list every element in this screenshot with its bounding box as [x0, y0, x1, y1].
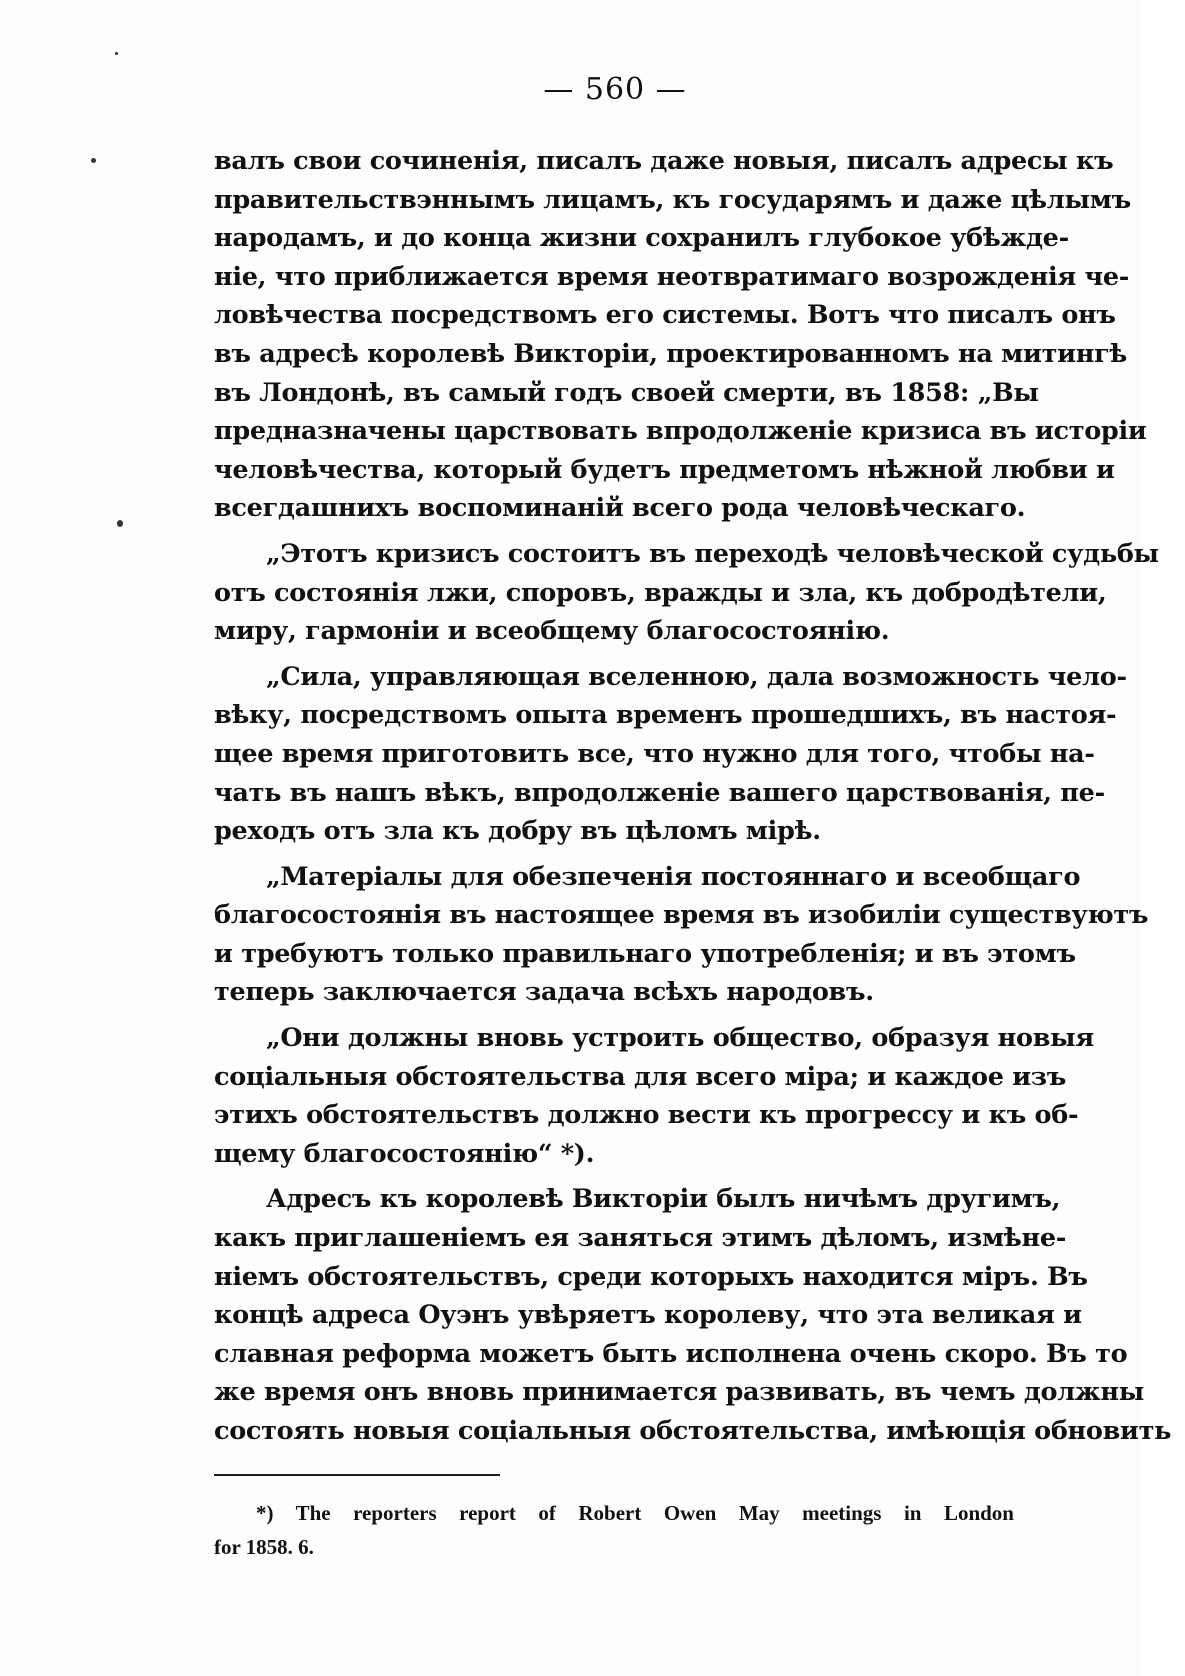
text-line: человѣчества, который будетъ предметомъ нѣжной любви и [214, 454, 1115, 485]
text-line: народамъ, и до конца жизни сохранилъ глубокое убѣжде- [214, 223, 1069, 254]
text-line: этихъ обстоятельствъ должно вести къ прогрессу и къ об- [214, 1100, 1079, 1131]
text-line: теперь заключается задача всѣхъ народовъ. [214, 977, 874, 1008]
print-speck [91, 158, 96, 163]
text-line: „Они должны вновь устроить общество, образуя новыя [266, 1023, 1094, 1054]
paragraph [214, 1019, 1094, 1173]
text-line: ніемъ обстоятельствъ, среди которыхъ находится міръ. Въ [214, 1261, 1088, 1292]
text-line: „Сила, управляющая вселенною, дала возможность чело- [266, 661, 1127, 692]
text-line: предназначены царствовать впродолженіе кризиса въ исторіи [214, 416, 1147, 447]
text-line: щее время приготовить все, что нужно для того, чтобы на- [214, 738, 1095, 769]
text-line: правительствэннымъ лицамъ, къ государямъ и даже цѣлымъ [214, 184, 1131, 215]
text-line: всегдашнихъ воспоминаній всего рода человѣческаго. [214, 493, 1026, 524]
text-line: Адресъ къ королевѣ Викторіи былъ ничѣмъ другимъ, [266, 1184, 1061, 1215]
text-line: славная реформа можетъ быть исполнена очень скоро. Въ то [214, 1338, 1128, 1369]
text-line: вѣку, посредствомъ опыта временъ прошедшихъ, въ настоя- [214, 700, 1117, 731]
paragraph [214, 1180, 1172, 1450]
paragraph [214, 658, 1127, 851]
text-line: „Этотъ кризисъ состоитъ въ переходѣ человѣческой судьбы [266, 538, 1159, 569]
footnote-divider [214, 1474, 500, 1476]
text-line: миру, гармоніи и всеобщему благосостоянію. [214, 616, 890, 647]
text-line: въ Лондонѣ, въ самый годъ своей смерти, въ 1858: „Вы [214, 377, 1039, 408]
footnote-line: for 1858. 6. [214, 1535, 314, 1559]
text-line: соціальныя обстоятельства для всего міра; и каждое изъ [214, 1061, 1067, 1092]
footnote [214, 1496, 1014, 1564]
text-line: благосостоянія въ настоящее время въ изобиліи существуютъ [214, 900, 1149, 931]
paragraph [214, 858, 1149, 1012]
text-line: какъ приглашеніемъ ея заняться этимъ дѣломъ, измѣне- [214, 1223, 1067, 1254]
footnote-line: *) The reporters report of Robert Owen May meetings in London [256, 1501, 1014, 1525]
text-line: „Матеріалы для обезпеченія постояннаго и всеобщаго [266, 861, 1081, 892]
text-line: и требуютъ только правильнаго употребленія; и въ этомъ [214, 938, 1076, 969]
text-line: валъ свои сочиненія, писалъ даже новыя, писалъ адресы къ [214, 146, 1114, 176]
print-speck [115, 52, 118, 55]
text-line: концѣ адреса Оуэнъ увѣряетъ королеву, что эта великая и [214, 1300, 1082, 1331]
text-line: щему благосостоянію“ *). [214, 1138, 595, 1169]
paragraph [214, 535, 1159, 651]
text-line: же время онъ вновь принимается развивать, въ чемъ должны [214, 1377, 1144, 1408]
text-line: ніе, что приближается время неотвратимаго возрожденія че- [214, 261, 1130, 292]
body-text [214, 142, 1172, 1458]
print-speck [117, 520, 123, 527]
text-line: ловѣчества посредствомъ его системы. Вотъ что писалъ онъ [214, 300, 1116, 331]
paragraph [214, 142, 1147, 528]
page-number: — 560 — [543, 72, 687, 107]
text-line: состоять новыя соціальныя обстоятельства, имѣющія обновить [214, 1416, 1172, 1446]
text-line: въ адресѣ королевѣ Викторіи, проектированномъ на митингѣ [214, 338, 1128, 369]
text-line: чать въ нашъ вѣкъ, впродолженіе вашего царствованія, пе- [214, 777, 1105, 808]
text-line: реходъ отъ зла къ добру въ цѣломъ мірѣ. [214, 816, 821, 847]
text-line: отъ состоянія лжи, споровъ, вражды и зла, къ добродѣтели, [214, 577, 1107, 608]
